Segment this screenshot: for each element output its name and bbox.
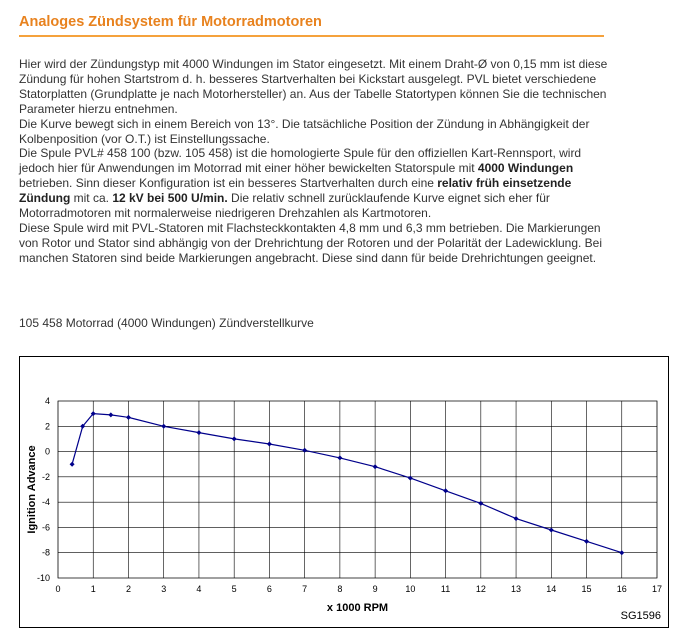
x-tick-label: 16 — [616, 584, 627, 594]
x-tick-label: 12 — [475, 584, 486, 594]
y-tick-label: -2 — [41, 471, 50, 482]
y-axis-label: Ignition Advance — [26, 445, 38, 534]
x-axis-label: x 1000 RPM — [326, 602, 389, 614]
paragraph — [19, 57, 614, 117]
paragraph — [19, 146, 614, 221]
x-tick-label: 4 — [196, 584, 202, 594]
x-tick-label: 11 — [440, 584, 451, 594]
x-tick-label: 8 — [337, 584, 343, 594]
y-tick-label: 4 — [44, 396, 50, 406]
ignition-advance-chart — [20, 357, 668, 627]
x-tick-label: 6 — [266, 584, 272, 594]
chart-caption: 105 458 Motorrad (4000 Windungen) Zündverstellkurve — [19, 316, 314, 330]
paragraph — [19, 117, 614, 147]
y-tick-label: 0 — [44, 446, 50, 457]
text-run: Hier wird der Zündungstyp mit 4000 Windungen im Stator eingesetzt. Mit einem Draht-Ø von 0,15 mm ist diese Zündung für hohen Startstrom d. h. besseres Startverhalten bei Kickstart ausgelegt. PVL bietet verschiedene Statorplatten (Grundplatte je nach Motorhersteller) an. Aus der Tabelle Statortypen können Sie die technischen Parameter hierzu entnehmen. — [19, 57, 608, 116]
y-tick-label: -4 — [41, 497, 50, 508]
plot-area — [58, 401, 657, 578]
y-tick-label: 2 — [44, 421, 50, 432]
chart-annotation: SG1596 — [620, 610, 661, 622]
text-run: betrieben. Sinn dieser Konfiguration ist ein besseres Startverhalten durch eine — [19, 176, 438, 191]
x-tick-label: 14 — [546, 584, 557, 594]
y-tick-label: -8 — [41, 547, 50, 558]
text-run: mit ca. — [70, 191, 113, 206]
x-tick-label: 1 — [90, 584, 96, 594]
y-tick-label: -6 — [41, 522, 50, 533]
x-tick-label: 15 — [581, 584, 592, 594]
chart-frame — [19, 356, 669, 628]
x-tick-label: 17 — [651, 584, 663, 594]
text-run: Die relativ schnell zurücklaufende Kurve eignet sich eher für Motorradmotoren mit normalerweise niedrigeren Drehzahlen als Kartmotoren. — [19, 191, 550, 221]
paragraph — [19, 221, 614, 266]
description-text — [19, 57, 614, 266]
y-tick-label: -10 — [36, 573, 50, 583]
text-run: Die Spule PVL# 458 100 (bzw. 105 458) ist die homologierte Spule für den offiziellen Kart-Rennsport, wird jedoch hier für Anwendungen im Motorrad mit einer höher bewickelten Statorspule mit — [19, 146, 582, 176]
x-tick-label: 5 — [231, 584, 237, 594]
x-tick-label: 13 — [511, 584, 522, 594]
x-tick-label: 2 — [125, 584, 131, 594]
text-run: Diese Spule wird mit PVL-Statoren mit Flachsteckkontakten 4,8 mm und 6,3 mm betrieben. Die Markierungen von Rotor und Stator sind abhängig von der Drehrichtung der Rotoren und der Polarität der Ladewicklung. Bei manchen Statoren sind beide Markierungen angebracht. Diese sind dann für beide Drehrichtungen geeignet. — [19, 220, 603, 265]
x-tick-label: 3 — [161, 584, 167, 594]
x-tick-label: 9 — [372, 584, 378, 594]
bold-text: 4000 Windungen — [477, 161, 574, 176]
text-run: Die Kurve bewegt sich in einem Bereich von 13°. Die tatsächliche Position der Zündung in Abhängigkeit der Kolbenposition (vor O.T.) ist Einstellungssache. — [19, 116, 590, 146]
bold-text: relativ früh einsetzende Zündung — [19, 176, 572, 206]
page-title: Analoges Zündsystem für Motorradmotoren — [19, 14, 604, 37]
x-tick-label: 10 — [405, 584, 416, 594]
x-tick-label: 0 — [55, 584, 61, 594]
x-tick-label: 7 — [302, 584, 308, 594]
bold-text: 12 kV bei 500 U/min. — [112, 191, 228, 206]
